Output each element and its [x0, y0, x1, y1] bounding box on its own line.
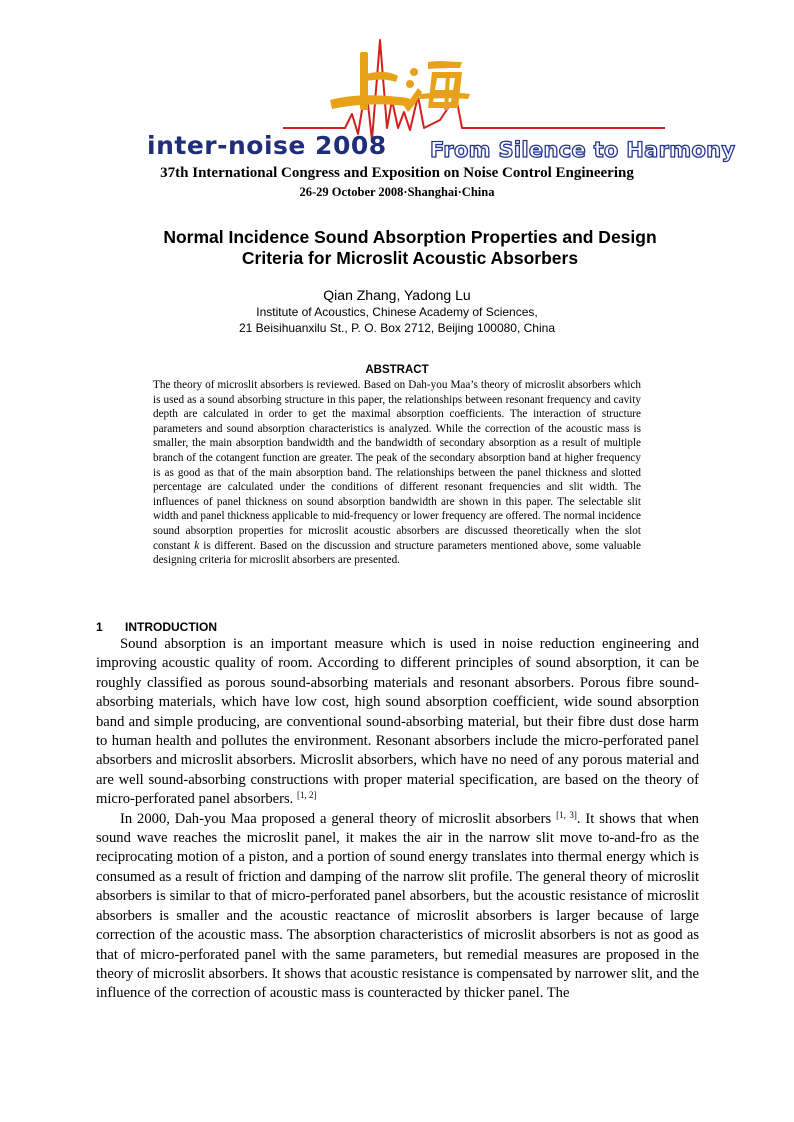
paragraph-text: . It shows that when sound wave reaches the microslit panel, it makes the air in the narrow slit move to-and-fro as the reciprocating motion of a piston, and a portion of sound energy translates into thermal energy which is consumed as a result of friction and damping of the narrow slit profile. The general theory of microslit absorbers is similar to that of micro-perforated panel absorbers, but the acoustic resistance of microslit absorbers is smaller and the acoustic reactance of microslit absorbers is larger because of large correction of the acoustic mass. The absorption characteristics of microslit absorbers is not as good as that of micro-perforated panel with the same parameters, but remedial measures are proposed in the theory of microslit absorbers. It shows that acoustic resistance is compensated by narrower slit, and the influence of the correction of acoustic mass is counteracted by thicker panel. The — [96, 810, 699, 1002]
section-title: INTRODUCTION — [125, 620, 217, 634]
introduction-body — [96, 635, 699, 1004]
paragraph-text: Sound absorption is an important measure which is used in noise reduction engineering and improving acoustic quality of room. According to different principles of sound absorption, it can be roughly classified as porous sound-absorbing materials and resonant absorbers. Porous fibre sound-absorbing materials, which have low cost, high sound absorption coefficient, wide sound absorption band and simple producing, are conventional sound-absorbing material, but their fibre dust dose harm to human health and pollutes the environment. Resonant absorbers include the micro-perforated panel absorbers and microslit absorbers. Microslit absorbers, which have no need of any porous material and are well sound-absorbing constructions with proper material specification, are based on the theory of micro-perforated panel absorbers. — [96, 636, 699, 808]
conference-banner — [0, 0, 794, 199]
shang-glyph-icon — [330, 52, 411, 110]
conference-name: 37th International Congress and Exposition on Noise Control Engineering — [160, 165, 634, 181]
slot-constant-symbol: k — [194, 539, 200, 552]
affiliation-line-2: 21 Beisihuanxilu St., P. O. Box 2712, Beijing 100080, China — [239, 320, 555, 335]
abstract-body — [153, 378, 641, 568]
abstract-text-part-2: is different. Based on the discussion and structure parameters mentioned above, some valuable designing criteria for microslit absorbers are presented. — [153, 539, 641, 567]
pulse-line-icon — [283, 40, 665, 140]
section-heading — [96, 620, 217, 634]
affiliation-line-1: Institute of Acoustics, Chinese Academy of Sciences, — [256, 305, 538, 319]
conference-motto: From Silence to Harmony — [430, 138, 736, 162]
citation: [1, 2] — [297, 790, 317, 801]
title-line-1: Normal Incidence Sound Absorption Properties and Design — [163, 227, 657, 247]
author-list: Qian Zhang, Yadong Lu — [323, 287, 471, 303]
conference-dates: 26-29 October 2008·Shanghai·China — [299, 185, 495, 199]
paragraph — [96, 635, 699, 810]
affiliation — [0, 305, 794, 336]
citation: [1, 3] — [556, 809, 577, 820]
paper-title — [130, 227, 690, 269]
paragraph — [96, 810, 699, 1004]
abstract-text-part-1: The theory of microslit absorbers is reviewed. Based on Dah-you Maa’s theory of microslit absorbers which is used as a sound absorbing structure in this paper, the relationships between resonant frequency and cavity depth are calculated in order to get the maximal absorption coefficients. The interaction of structure parameters and sound absorption characteristics is analyzed. While the correction of the acoustic mass is smaller, the main absorption bandwidth and the bandwidth of secondary absorption as a result of multiple branch of the cotangent function are greater. The peak of the secondary absorption band at higher frequency is as good as that of the main absorption band. The relationships between the panel thickness and slotted percentage are calculated under the conditions of different resonant frequencies and slit width. The influences of panel thickness on sound absorption bandwidth are shown in this paper. The selectable slit width and panel thickness applicable to mid-frequency or lower frequency are offered. The normal incidence sound absorption properties for microslit acoustic absorbers are discussed theoretically when the slot constant — [153, 379, 641, 552]
section-number: 1 — [96, 620, 103, 634]
abstract-heading: ABSTRACT — [365, 364, 429, 376]
title-line-2: Criteria for Microslit Acoustic Absorbers — [241, 248, 579, 268]
paragraph-text: In 2000, Dah-you Maa proposed a general theory of microslit absorbers — [120, 810, 552, 827]
brand-name: inter-noise 2008 — [147, 131, 387, 160]
hai-glyph-icon — [404, 61, 470, 112]
